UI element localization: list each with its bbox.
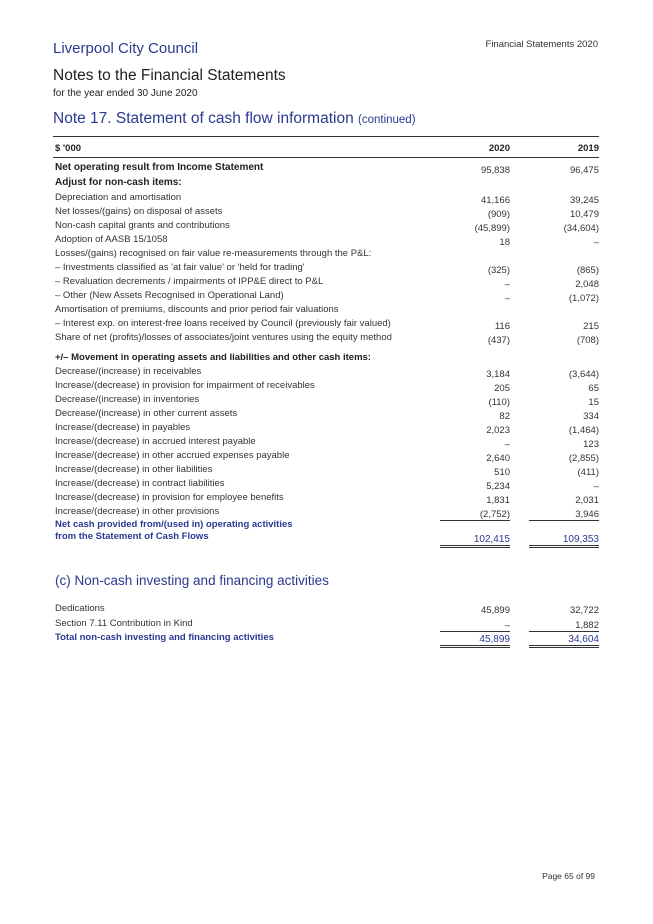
- value-2019: –: [593, 237, 599, 248]
- value-2019: 1,882: [529, 620, 599, 632]
- row-label: Increase/(decrease) in other accrued expenses payable: [55, 450, 290, 461]
- value-2019: 215: [583, 321, 599, 332]
- row-label: Increase/(decrease) in accrued interest payable: [55, 436, 256, 447]
- value-2019: (708): [576, 335, 599, 346]
- row-label: Decrease/(increase) in inventories: [55, 394, 200, 405]
- value-2019: (3,644): [568, 369, 599, 380]
- row-label: Amortisation of premiums, discounts and prior period fair valuations: [55, 304, 339, 315]
- value-2020: (45,899): [474, 223, 510, 234]
- row-label: Section 7.11 Contribution in Kind: [55, 618, 193, 629]
- value-2019: 334: [583, 411, 599, 422]
- value-2020: –: [504, 293, 510, 304]
- row-label: – Other (New Assets Recognised in Operational Land): [55, 290, 284, 301]
- row-label: Adjust for non-cash items:: [55, 177, 182, 188]
- document-title: Financial Statements 2020: [485, 39, 598, 50]
- value-2020: 82: [499, 411, 510, 422]
- row-label: Non-cash capital grants and contributions: [55, 220, 230, 231]
- value-2019: (1,072): [568, 293, 599, 304]
- value-2020: 2,023: [486, 425, 510, 436]
- value-2020: 95,838: [480, 165, 510, 176]
- value-2019: 123: [583, 439, 599, 450]
- header-rule-bottom: [53, 157, 599, 158]
- value-2020: (2,752): [440, 509, 510, 521]
- value-2019: 39,245: [569, 195, 599, 206]
- value-2019: (2,855): [568, 453, 599, 464]
- value-2019: 15: [588, 397, 599, 408]
- row-label: Share of net (profits)/losses of associates/joint ventures using the equity method: [55, 332, 392, 343]
- value-2019: 34,604: [529, 634, 599, 648]
- row-label: Net losses/(gains) on disposal of assets: [55, 206, 223, 217]
- value-2020: –: [440, 620, 510, 632]
- header-rule-top: [53, 136, 599, 137]
- value-2020: (110): [488, 397, 510, 408]
- row-label: Adoption of AASB 15/1058: [55, 234, 168, 245]
- value-2020: 41,166: [480, 195, 510, 206]
- value-2019: 3,946: [529, 509, 599, 521]
- value-2020: 45,899: [480, 605, 510, 616]
- row-label: Losses/(gains) recognised on fair value re-measurements through the P&L:: [55, 248, 372, 259]
- row-label: Net cash provided from/(used in) operating activities: [55, 519, 293, 530]
- value-2020: 2,640: [486, 453, 510, 464]
- value-2020: 5,234: [486, 481, 510, 492]
- column-2020: 2020: [488, 143, 510, 154]
- value-2020: 205: [494, 383, 510, 394]
- page-number: Page 65 of 99: [542, 871, 595, 881]
- page-subtitle: for the year ended 30 June 2020: [53, 88, 198, 99]
- value-2020: (325): [487, 265, 510, 276]
- value-2019: (34,604): [563, 223, 599, 234]
- value-2019: (411): [577, 467, 599, 478]
- value-2020: 18: [499, 237, 510, 248]
- value-2020: 45,899: [440, 634, 510, 648]
- row-label: Increase/(decrease) in other provisions: [55, 506, 220, 517]
- value-2019: (1,464): [568, 425, 599, 436]
- value-2019: (865): [576, 265, 599, 276]
- value-2020: (909): [487, 209, 510, 220]
- value-2019: 109,353: [529, 534, 599, 548]
- row-label: – Interest exp. on interest-free loans received by Council (previously fair valued): [55, 318, 391, 329]
- unit-label: $ '000: [55, 143, 82, 154]
- row-label: Depreciation and amortisation: [55, 192, 182, 203]
- row-label: Decrease/(increase) in receivables: [55, 366, 202, 377]
- note-title: Note 17. Statement of cash flow information: [53, 110, 354, 127]
- row-label: Net operating result from Income Statement: [55, 162, 264, 173]
- value-2019: 32,722: [569, 605, 599, 616]
- value-2020: 1,831: [486, 495, 510, 506]
- column-2019: 2019: [577, 143, 599, 154]
- value-2020: 510: [494, 467, 510, 478]
- row-label: Increase/(decrease) in provision for impairment of receivables: [55, 380, 315, 391]
- row-label: from the Statement of Cash Flows: [55, 531, 209, 542]
- value-2019: –: [593, 481, 599, 492]
- row-label: Increase/(decrease) in other liabilities: [55, 464, 213, 475]
- row-label: Decrease/(increase) in other current assets: [55, 408, 238, 419]
- row-label: – Investments classified as 'at fair value' or 'held for trading': [55, 262, 305, 273]
- value-2020: 116: [494, 321, 510, 332]
- organisation-name: Liverpool City Council: [53, 40, 199, 57]
- value-2020: 3,184: [486, 369, 510, 380]
- value-2020: (437): [487, 335, 510, 346]
- row-label: Dedications: [55, 603, 105, 614]
- row-label: Increase/(decrease) in contract liabilities: [55, 478, 225, 489]
- value-2019: 10,479: [569, 209, 599, 220]
- value-2020: –: [504, 439, 510, 450]
- value-2020: 102,415: [440, 534, 510, 548]
- value-2019: 65: [588, 383, 599, 394]
- page-title: Notes to the Financial Statements: [53, 67, 286, 84]
- value-2019: 96,475: [569, 165, 599, 176]
- value-2019: 2,048: [575, 279, 599, 290]
- note-continued: (continued): [358, 114, 416, 126]
- row-label: +/– Movement in operating assets and liabilities and other cash items:: [55, 352, 371, 363]
- section-c-title: (c) Non-cash investing and financing activities: [55, 573, 329, 588]
- row-label: Total non-cash investing and financing activities: [55, 632, 274, 643]
- note-heading: [53, 110, 416, 128]
- row-label: Increase/(decrease) in payables: [55, 422, 191, 433]
- value-2020: –: [504, 279, 510, 290]
- value-2019: 2,031: [575, 495, 599, 506]
- row-label: Increase/(decrease) in provision for employee benefits: [55, 492, 284, 503]
- row-label: – Revaluation decrements / impairments of IPP&E direct to P&L: [55, 276, 324, 287]
